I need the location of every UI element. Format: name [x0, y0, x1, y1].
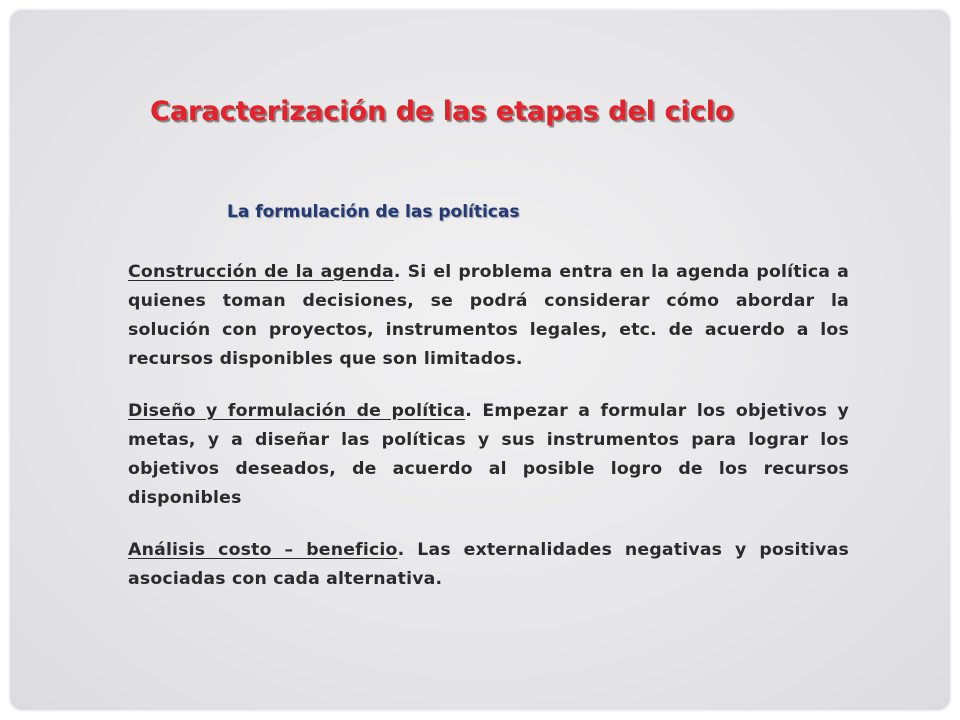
paragraph-term: Diseño y formulación de política [128, 401, 466, 421]
slide [10, 10, 950, 710]
paragraph-diseno [128, 397, 849, 513]
paragraph-term: Construcción de la agenda [128, 262, 394, 282]
paragraph-agenda [128, 258, 849, 374]
paragraph-text: . Las externalidades negativas y positivas asociadas con cada alternativa. [128, 540, 849, 589]
slide-body [128, 258, 849, 617]
slide-title: Caracterización de las etapas del ciclo [150, 96, 734, 127]
paragraph-analisis [128, 536, 849, 594]
paragraph-term: Análisis costo – beneficio [128, 540, 398, 560]
paragraph-text: . Empezar a formular los objetivos y metas, y a diseñar las políticas y sus instrumentos para lograr los objetivos deseados, de acuerdo al posible logro de los recursos disponibles [128, 401, 850, 508]
slide-subtitle: La formulación de las políticas [227, 202, 520, 222]
paragraph-text: . Si el problema entra en la agenda política a quienes toman decisiones, se podrá considerar cómo abordar la solución con proyectos, instrumentos legales, etc. de acuerdo a los recursos disponibles que son limitados. [128, 262, 849, 369]
